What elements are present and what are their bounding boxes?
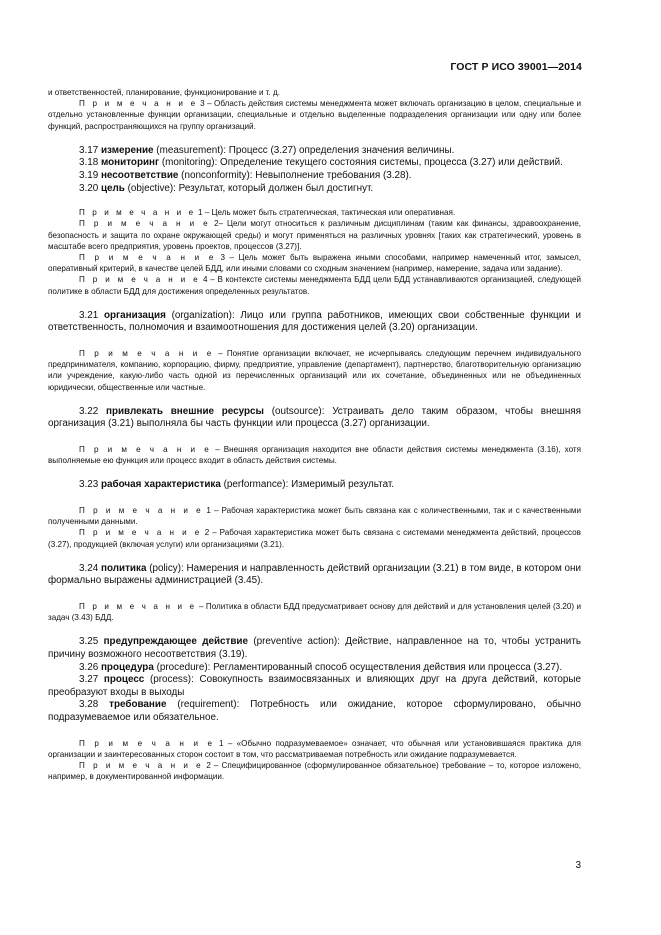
term-3-27: 3.27 процесс (process): Совокупность взаимосвязанных и влияющих друг на друга действий, которые преобразуют входы в выходы: [48, 674, 582, 698]
term-3-26: 3.26 процедура (procedure): Регламентированный способ осуществления действия или процесса (3.27).: [79, 661, 563, 673]
note-label: П р и м е ч а н и е: [79, 349, 214, 358]
text-fragment: и ответственностей, планирование, функционирование и т. д.: [48, 88, 281, 97]
term-3-28: 3.28 требование (requirement): Потребность или ожидание, которое сформулировано, обычно подразумеваемое или обязательное.: [48, 699, 581, 723]
term-name: политика: [101, 562, 147, 574]
note-paragraph: П р и м е ч а н и е 1 – Рабочая характеристика может быть связана как с количественными, так и с качественными полученными данными.: [48, 506, 581, 527]
term-name: цель: [100, 182, 125, 194]
term-3-25: 3.25 предупреждающее действие (preventive action): Действие, направленное на то, чтобы устранить причину возможного несоответствия (3.19).: [48, 636, 581, 660]
term-name: требование: [109, 699, 167, 711]
term-name: измерение: [100, 144, 154, 156]
note-paragraph: П р и м е ч а н и е 3 – Область действия системы менеджмента может включать организацию в целом, специальные и отдельно установленные функции организации, специальные и отдельно выделенные подразделения организации или одну или более функций, распространяющихся на группу организаций.: [48, 99, 581, 131]
note-paragraph: П р и м е ч а н и е 1 – Цель может быть стратегическая, тактическая или оперативная.: [79, 208, 456, 218]
term-3-21: 3.21 организация (organization): Лицо или группа работников, имеющих свои собственные функции и ответственность, полномочия и взаимоотношения для достижения целей (3.20) организации.: [48, 309, 581, 334]
page-body: [48, 87, 581, 782]
note-label: П р и м е ч а н и е: [79, 528, 202, 538]
note-label: П р и м е ч а н и е: [79, 738, 215, 748]
term-3-18: 3.18 мониторинг (monitoring): Определение текущего состояния системы, процесса (3.27) или действий.: [79, 157, 563, 169]
term-name: процесс: [103, 674, 145, 686]
page-number: 3: [575, 860, 581, 871]
term-3-24: 3.24 политика (policy): Намерения и направленность действий организации (3.21) в том виде, в котором они формально выражены администрацией (3.45).: [48, 562, 581, 587]
term-name: предупреждающее действие: [103, 636, 248, 648]
note-paragraph: П р и м е ч а н и е 2 – Специфицированное (сформулированное обязательное) требование – то, которое изложено, например, в документированной информации.: [48, 760, 581, 782]
document-header: ГОСТ Р ИСО 39001—2014: [450, 61, 582, 73]
term-3-23: 3.23 рабочая характеристика (performance): Измеримый результат.: [79, 479, 395, 491]
note-label: П р и м е ч а н и е: [79, 602, 197, 611]
note-paragraph: П р и м е ч а н и е – Понятие организации включает, не исчерпываясь следующим перечнем индивидуального предпринимателя, компанию, корпорацию, фирму, предприятие, управление (департамент), партнерство, благотворительную организацию или учреждение, какую-либо часть одной из перечисленных организаций или их сочетание, объединенных или не объединенных юридически, общественные или частные.: [48, 349, 581, 392]
term-name: несоответствие: [100, 170, 179, 181]
term-name: привлекать внешние ресурсы: [105, 405, 264, 417]
note-label: П р и м е ч а н и е: [79, 275, 201, 285]
note-label: П р и м е ч а н и е: [79, 253, 216, 262]
term-3-20: 3.20 цель (objective): Результат, который должен был достигнут.: [79, 182, 374, 194]
term-name: процедура: [100, 661, 154, 673]
note-label: П р и м е ч а н и е: [79, 219, 211, 229]
note-label: П р и м е ч а н и е: [79, 760, 204, 770]
note-paragraph: П р и м е ч а н и е 2 – Рабочая характеристика может быть связана с системами менеджмента действий, процессов (3.27), продукцией (включая услуги) или организациями (3.21).: [48, 528, 581, 549]
term-3-17: 3.17 измерение (measurement): Процесс (3.27) определения значения величины.: [79, 144, 455, 156]
note-paragraph: П р и м е ч а н и е 3 – Цель может быть выражена иными способами, например намеченный итог, замысел, оперативный критерий, в качестве целей БДД, или иными словами со сходным значением (например, намерение, задача или задание).: [48, 253, 581, 274]
note-paragraph: П р и м е ч а н и е – Внешняя организация находится вне области действия системы менеджмента (3.16), хотя выполняемые ею функция или процесс входит в область действия системы.: [48, 445, 581, 466]
note-paragraph: П р и м е ч а н и е 2– Цели могут относиться к различным дисциплинам (таким как финансы, здравоохранение, безопасность и защита по охране окружающей среды) и могут применяться на различных уровнях [таких как стратегический, уровень в масштабе всего предприятия, уровень проектов, процессов (3.27)].: [48, 219, 581, 251]
term-name: рабочая характеристика: [100, 479, 221, 491]
note-paragraph: П р и м е ч а н и е 4 – В контексте системы менеджмента БДД цели БДД устанавливаются организацией, следующей политике в области БДД для достижения определенных результатов.: [48, 275, 581, 296]
note-label: П р и м е ч а н и е: [79, 445, 212, 454]
term-name: организация: [103, 309, 166, 321]
note-label: П р и м е ч а н и е: [79, 208, 196, 218]
note-label: П р и м е ч а н и е: [79, 506, 204, 515]
term-3-22: 3.22 привлекать внешние ресурсы (outsource): Устраивать дело таким образом, чтобы внешняя организация (3.21) выполняла бы часть функции или процесса (3.27) организации.: [48, 405, 581, 430]
term-name: мониторинг: [100, 157, 160, 169]
term-3-19: 3.19 несоответствие (nonconformity): Невыполнение требования (3.28).: [79, 170, 412, 181]
note-paragraph: П р и м е ч а н и е – Политика в области БДД предусматривает основу для действий и для установления целей (3.20) и задач (3.43) БДД.: [48, 602, 581, 623]
note-paragraph: П р и м е ч а н и е 1 – «Обычно подразумеваемое» означает, что обычная или установившаяся практика для организации и заинтересованных сторон состоит в том, что рассматриваемая потребность или ожидание подразумевается.: [48, 738, 581, 759]
note-label: П р и м е ч а н и е: [79, 99, 198, 109]
